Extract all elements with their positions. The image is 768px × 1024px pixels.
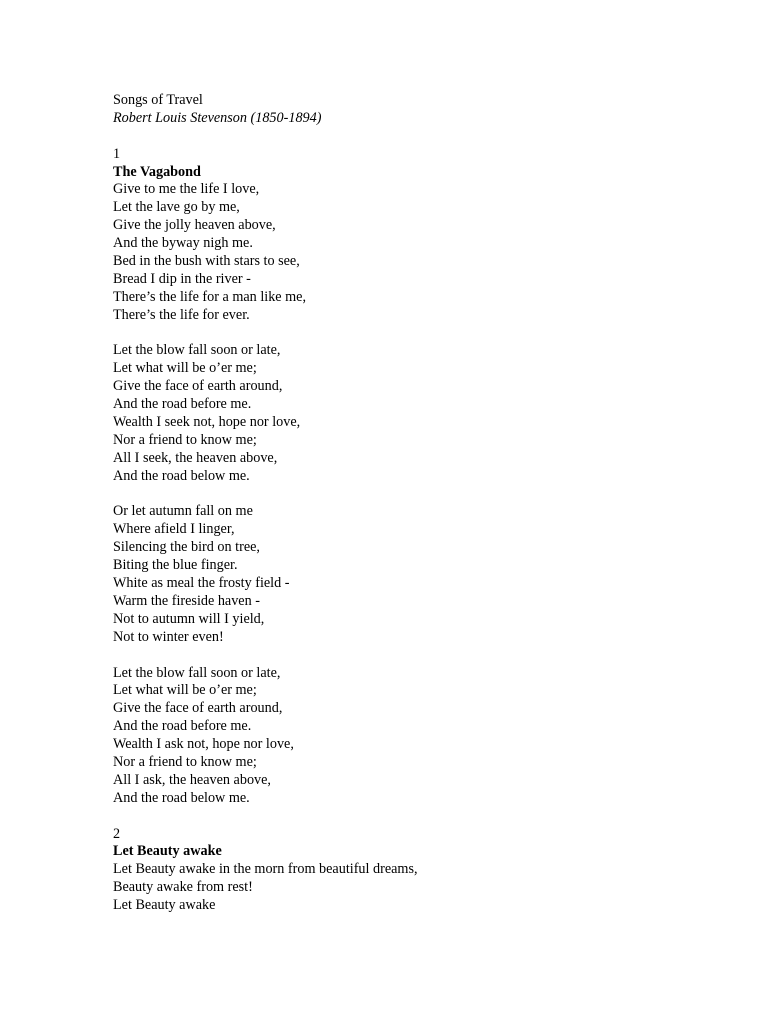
poem-2 [113,826,733,915]
document-page [113,92,733,915]
verse-line: Bed in the bush with stars to see, [113,253,300,270]
verse-line: Give the face of earth around, [113,378,283,395]
stanza [113,342,733,485]
poem-number: 2 [113,825,121,842]
verse-line: Let the blow fall soon or late, [113,664,281,681]
spacer [113,128,733,146]
verse-line: And the road below me. [113,467,250,484]
verse-line: Give to me the life I love, [113,181,260,198]
verse-line: There’s the life for a man like me, [113,288,307,305]
stanza [113,503,733,646]
verse-line: Where afield I linger, [113,521,235,538]
verse-line: Warm the fireside haven - [113,592,260,609]
verse-line: Let the blow fall soon or late, [113,342,281,359]
verse-line: Give the face of earth around, [113,700,283,717]
verse-line: Biting the blue finger. [113,557,238,574]
verse-line: Beauty awake from rest! [113,879,253,896]
document-title: Songs of Travel [113,92,203,108]
stanza [113,861,733,915]
poem-number: 1 [113,145,121,162]
verse-line: Not to winter even! [113,628,224,645]
verse-line: Let what will be o’er me; [113,360,257,377]
verse-line: Bread I dip in the river - [113,270,251,287]
stanza-break [113,325,733,343]
stanza [113,665,733,808]
stanza-break [113,486,733,504]
stanza [113,181,733,324]
verse-line: And the byway nigh me. [113,235,253,252]
verse-line: And the road below me. [113,789,250,806]
verse-line: Nor a friend to know me; [113,753,257,770]
verse-line: Let Beauty awake [113,897,216,914]
verse-line: Let the lave go by me, [113,199,240,216]
verse-line: And the road before me. [113,396,252,413]
verse-line: White as meal the frosty field - [113,575,290,592]
verse-line: Wealth I seek not, hope nor love, [113,414,301,431]
verse-line: There’s the life for ever. [113,306,250,323]
poem-title: The Vagabond [113,163,201,180]
poem-title: Let Beauty awake [113,843,222,860]
verse-line: Let Beauty awake in the morn from beautiful dreams, [113,861,418,878]
poem-break [113,808,733,826]
stanza-break [113,647,733,665]
verse-line: Silencing the bird on tree, [113,539,260,556]
document-author: Robert Louis Stevenson (1850-1894) [113,109,322,126]
verse-line: And the road before me. [113,718,252,735]
verse-line: Wealth I ask not, hope nor love, [113,736,294,753]
verse-line: Nor a friend to know me; [113,431,257,448]
verse-line: Give the jolly heaven above, [113,217,276,234]
poem-1 [113,146,733,808]
verse-line: All I ask, the heaven above, [113,771,271,788]
verse-line: All I seek, the heaven above, [113,449,278,466]
verse-line: Or let autumn fall on me [113,503,253,520]
verse-line: Not to autumn will I yield, [113,610,265,627]
verse-line: Let what will be o’er me; [113,682,257,699]
